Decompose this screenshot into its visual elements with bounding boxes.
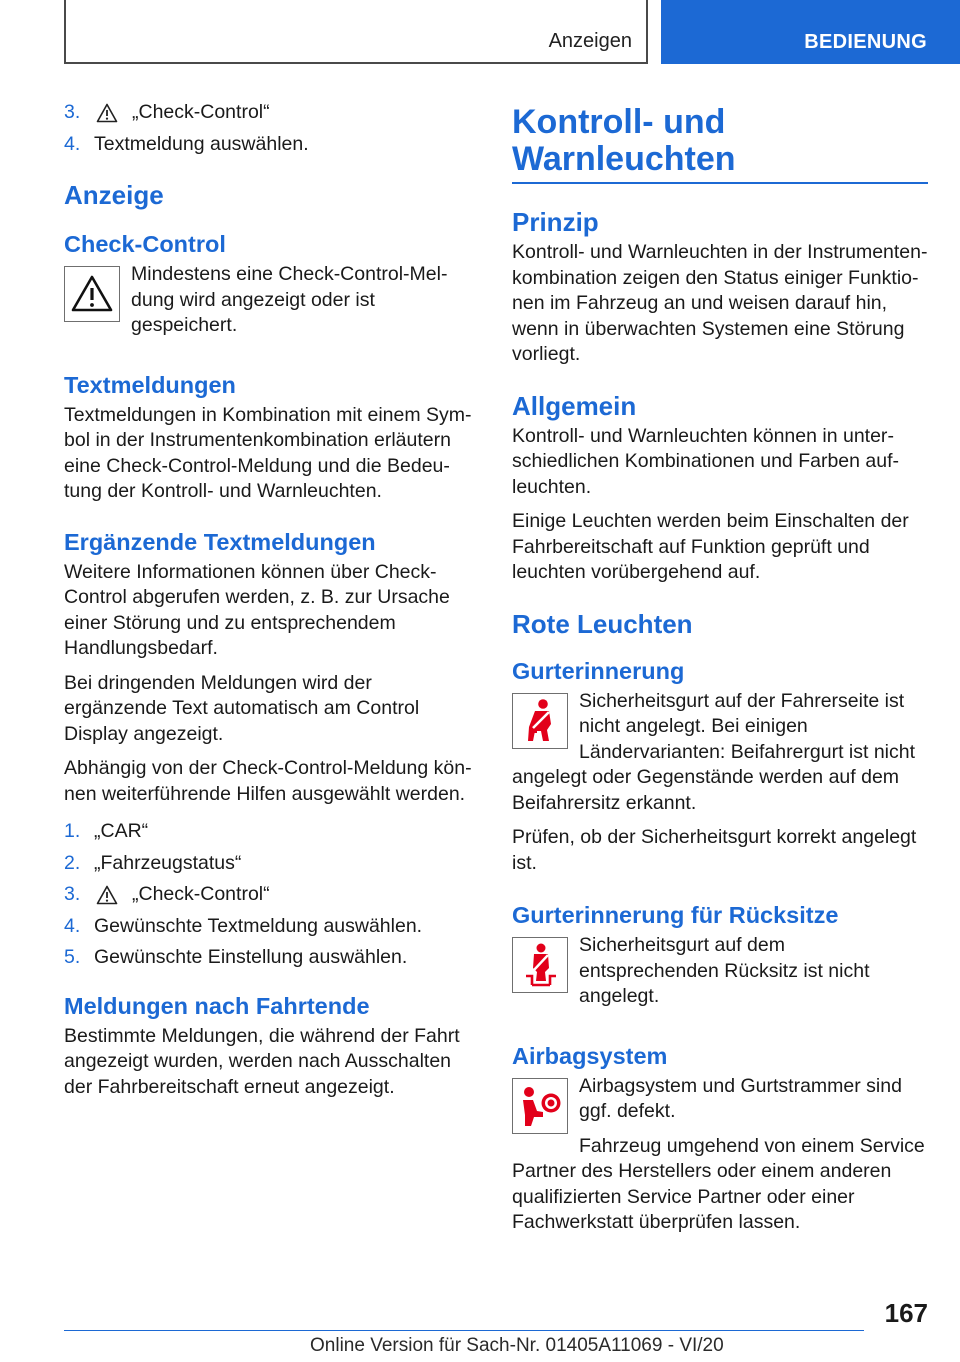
header-section-tab — [64, 0, 648, 64]
section-heading-prinzip: Prinzip — [512, 207, 599, 237]
heading-meldungen-nach-fahrtende: Meldungen nach Fahrtende — [64, 992, 370, 1019]
step-number: 3. — [64, 883, 81, 905]
list-item — [64, 851, 478, 877]
step-number: 1. — [64, 820, 81, 842]
textmeldungen-text: Textmeldungen in Kombination mit einem Symbol in der Instrumentenkombination erläutern eine Check-Control-Meldung und die Bedeutung der Kontroll- und Warnleuchten. — [64, 403, 472, 502]
allgemein-paragraph-2: Einige Leuchten werden beim Einschalten der Fahrbereitschaft auf Funktion geprüft und leuchten vorübergehend auf. — [512, 510, 909, 583]
check-control-text: Mindestens eine Check-Control-Meldung wird angezeigt oder ist gespeichert. — [131, 263, 448, 336]
chapter-heading: Kontroll- und Warnleuchten — [512, 104, 928, 184]
list-item — [64, 100, 478, 126]
allgemein-paragraph-1: Kontroll- und Warnleuchten können in unterschiedlichen Kombinationen und Farben aufleuchten. — [512, 424, 900, 498]
ergaenzende-paragraph-2: Bei dringenden Meldungen wird der ergänzende Text automatisch am Control Display angezeigt. — [64, 671, 420, 745]
gurterinnerung-ruecksitze-text: Sicherheitsgurt auf dem entsprechenden Rücksitz ist nicht angelegt. — [579, 934, 870, 1007]
airbagsystem-paragraph-2: Fahrzeug umgehend von einem Service Partner des Herstellers oder einem anderen qualifizierten Service Partner oder einer Fachwerkstatt überprüfen lassen. — [512, 1134, 925, 1233]
list-item — [64, 132, 478, 158]
warning-triangle-icon — [96, 103, 118, 123]
gurterinnerung-ruecksitze-block — [512, 933, 928, 1019]
footer-divider — [64, 1330, 864, 1331]
seatbelt-lamp-box — [512, 693, 568, 749]
header-chapter-tab — [661, 0, 960, 64]
warning-triangle-icon — [96, 885, 118, 905]
step-text: „CAR“ — [94, 820, 149, 842]
left-column — [64, 100, 478, 1109]
heading-gurterinnerung: Gurterinnerung — [512, 657, 685, 684]
gurterinnerung-block — [512, 689, 928, 826]
warning-lamp-box — [64, 266, 120, 322]
gurterinnerung-paragraph-2: Prüfen, ob der Sicherheitsgurt korrekt angelegt ist. — [512, 826, 917, 874]
step-number: 2. — [64, 851, 81, 874]
step-text: „Check-Control“ — [132, 101, 270, 123]
heading-ergaenzende-textmeldungen: Ergänzende Textmeldungen — [64, 528, 376, 555]
airbagsystem-block — [512, 1074, 928, 1245]
section-heading-allgemein: Allgemein — [512, 390, 637, 421]
step-text: „Fahrzeugstatus“ — [94, 851, 242, 874]
step-text: „Check-Control“ — [132, 883, 270, 905]
airbag-lamp-box — [512, 1078, 568, 1134]
heading-check-control: Check-Control — [64, 231, 226, 257]
step-number: 3. — [64, 101, 81, 123]
footer-online-version: Online Version für Sach-Nr. 01405A11069 - VI/20 — [310, 1335, 724, 1356]
step-text: Gewünschte Einstellung auswählen. — [94, 946, 408, 968]
rear-seatbelt-lamp-box — [512, 937, 568, 993]
warning-triangle-icon — [65, 267, 119, 321]
seatbelt-icon — [513, 694, 567, 748]
list-item — [64, 882, 478, 908]
header-section-label: Anzeigen — [548, 30, 632, 52]
gurterinnerung-paragraph-1: Sicherheitsgurt auf der Fahrerseite ist nicht angelegt. Bei einigen Ländervarianten: Beifahrergurt ist nicht angelegt oder Gegenstände werden auf dem Beifahrersitz erkannt. — [512, 689, 916, 814]
list-item — [64, 945, 478, 971]
step-number: 4. — [64, 132, 81, 155]
step-text: Gewünschte Textmeldung auswählen. — [94, 914, 423, 937]
list-item — [64, 914, 478, 940]
fahrtende-text: Bestimmte Meldungen, die während der Fahrt angezeigt wurden, werden nach Ausschalten der Fahrbereitschaft erneut angezeigt. — [64, 1024, 460, 1098]
heading-gurterinnerung-ruecksitze: Gurterinnerung für Rücksitze — [512, 902, 839, 928]
section-heading-rote-leuchten: Rote Leuchten — [512, 608, 693, 639]
right-column — [512, 100, 928, 1245]
airbag-icon — [513, 1079, 567, 1133]
top-step-list — [64, 100, 478, 157]
airbagsystem-paragraph-1: Airbagsystem und Gurtstrammer sind ggf. defekt. — [579, 1074, 902, 1122]
step-number: 4. — [64, 914, 81, 937]
heading-textmeldungen: Textmeldungen — [64, 371, 236, 398]
header-chapter-label: BEDIENUNG — [804, 31, 927, 53]
ergaenzende-paragraph-3: Abhängig von der Check-Control-Meldung können weiterführende Hilfen ausgewählt werden. — [64, 757, 472, 805]
step-list — [64, 819, 478, 971]
ergaenzende-paragraph-1: Weitere Informationen können über Check-Control abgerufen werden, z. B. zur Ursache einer Störung und zu entsprechendem Handlungsbedarf. — [64, 560, 450, 659]
section-heading-anzeige: Anzeige — [64, 180, 164, 210]
check-control-block — [64, 262, 478, 348]
page-number: 167 — [884, 1298, 928, 1328]
rear-seatbelt-icon — [513, 938, 567, 992]
list-item — [64, 819, 478, 845]
prinzip-text: Kontroll- und Warnleuchten in der Instrumentenkombination zeigen den Status einiger Funktionen im Fahrzeug an und weisen darauf hin, wenn in überwachten Systemen eine Störung vorliegt. — [512, 241, 928, 365]
heading-airbagsystem: Airbagsystem — [512, 1042, 668, 1069]
step-text: Textmeldung auswählen. — [94, 132, 309, 155]
step-number: 5. — [64, 946, 81, 968]
